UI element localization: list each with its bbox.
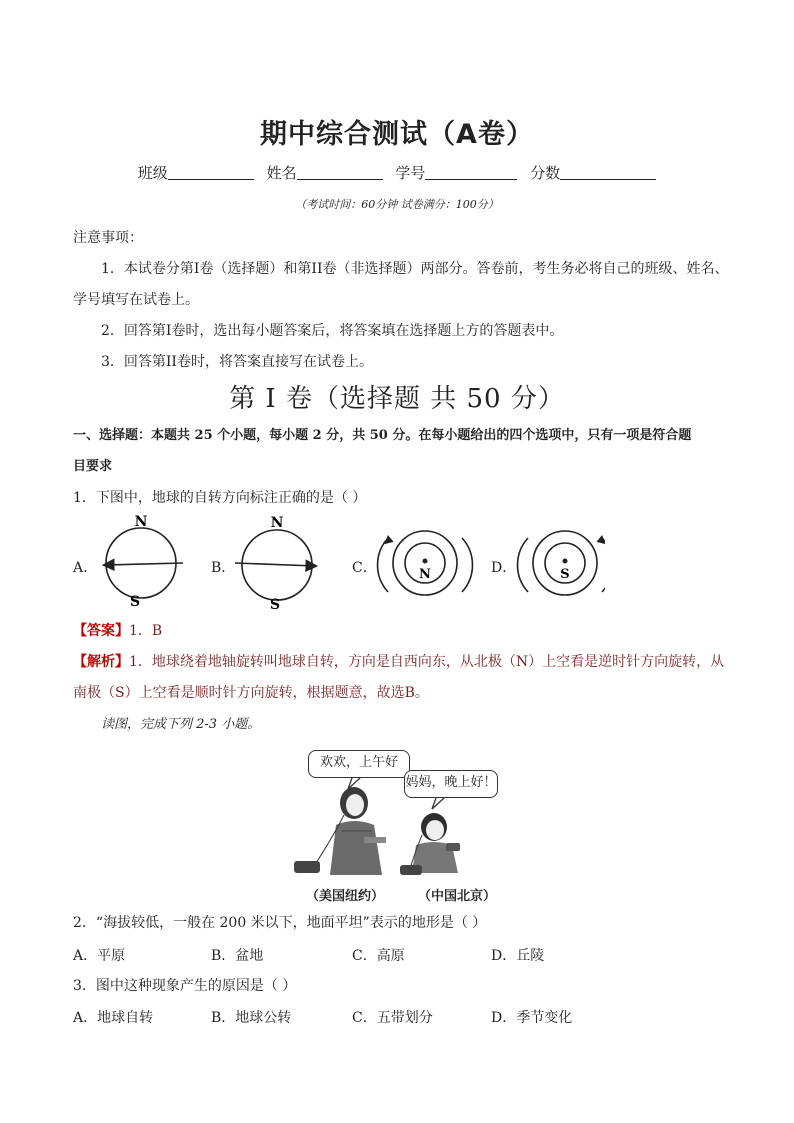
q3-option-d: D．季节变化 xyxy=(491,1010,573,1026)
field-class-blank xyxy=(168,165,254,180)
bubble-tail-right xyxy=(432,798,444,809)
people-illustration xyxy=(286,745,516,880)
q3-option-c: C．五带划分 xyxy=(352,1010,433,1026)
notice-item-3: 3．回答第II卷时，将答案直接写在试卷上。 xyxy=(101,354,373,370)
q1-stem: 1．下图中，地球的自转方向标注正确的是（ ） xyxy=(73,490,367,506)
pole-dot-d xyxy=(563,559,568,564)
q1-answer xyxy=(73,621,162,641)
rotation-arrow-a xyxy=(105,563,183,565)
rotation-arrow-b xyxy=(235,563,315,566)
q2-option-d: D．丘陵 xyxy=(491,948,545,964)
q1-option-d: D． xyxy=(491,560,517,576)
q2-option-b: B．盆地 xyxy=(211,948,264,964)
field-class-label: 班级 xyxy=(137,164,168,182)
student-info-line xyxy=(0,162,794,183)
q3-option-a: A．地球自转 xyxy=(73,1010,154,1026)
diagram-a xyxy=(105,514,183,610)
answer-tag: 【答案】 xyxy=(73,623,129,639)
girl-figure xyxy=(400,813,460,875)
diagram-b xyxy=(235,515,315,613)
q1-analysis-line-2: 南极（S）上空看是顺时针方向旋转，根据题意，故选B。 xyxy=(73,685,429,701)
field-name-label: 姓名 xyxy=(266,164,297,182)
section-instruction-1: 一、选择题：本题共 25 个小题，每小题 2 分，共 50 分。在每小题给出的四个选项中，只有一项是符合题 xyxy=(73,428,692,443)
arrowhead-d xyxy=(597,536,605,544)
analysis-text-1: 1．地球绕着地轴旋转叫地球自转，方向是自西向东，从北极（N）上空看是逆时针方向旋转，从 xyxy=(129,654,725,670)
diagram-d xyxy=(518,531,605,595)
q1-analysis-line-1 xyxy=(73,652,724,672)
speech-bubble-left: 欢欢，上午好 xyxy=(308,750,410,778)
arc-right-c xyxy=(462,538,472,592)
caption-beijing: （中国北京） xyxy=(418,889,497,904)
q3-option-b: B．地球公转 xyxy=(211,1010,292,1026)
arc-right-d xyxy=(602,538,605,592)
q1-option-b: B． xyxy=(211,560,236,576)
notice-item-1: 1．本试卷分第I卷（选择题）和第II卷（非选择题）两部分。答卷前，考生务必将自己的班级、姓名、 xyxy=(101,261,729,277)
read-figure-instruction: 读图，完成下列 2-3 小题。 xyxy=(101,717,261,732)
caption-new-york: （美国纽约） xyxy=(306,889,385,904)
pole-n-c: N xyxy=(419,567,431,582)
speech-bubble-right: 妈妈，晚上好！ xyxy=(404,770,498,798)
arrowhead-c xyxy=(385,536,393,544)
pole-dot-c xyxy=(423,559,428,564)
notice-item-2: 2．回答第I卷时，选出每小题答案后，将答案填在选择题上方的答题表中。 xyxy=(101,323,564,339)
woman-figure xyxy=(294,787,386,875)
pole-s-b: S xyxy=(269,597,281,613)
field-id-label: 学号 xyxy=(395,164,426,182)
q3-stem: 3．图中这种现象产生的原因是（ ） xyxy=(73,978,297,994)
page-title: 期中综合测试（A卷） xyxy=(260,119,534,150)
diagram-c xyxy=(378,531,473,595)
answer-text: 1．B xyxy=(129,623,163,639)
q2-option-a: A．平原 xyxy=(73,948,126,964)
pole-s-a: S xyxy=(129,594,141,610)
q2-option-c: C．高原 xyxy=(352,948,405,964)
pole-n-a: N xyxy=(134,514,148,530)
phone-call-figure xyxy=(286,745,516,905)
arc-left-c xyxy=(378,538,388,592)
pole-s-d: S xyxy=(560,567,570,582)
arc-left-d xyxy=(518,538,528,592)
field-score-blank xyxy=(560,165,656,180)
q1-option-a: A． xyxy=(73,560,98,576)
exam-time-info: （考试时间：60分钟 试卷满分：100分） xyxy=(295,198,499,211)
q1-diagrams xyxy=(95,510,605,615)
notice-heading: 注意事项： xyxy=(73,230,143,246)
q1-option-c: C． xyxy=(352,560,377,576)
section-title: 第 I 卷（选择题 共 50 分） xyxy=(229,384,565,414)
analysis-tag: 【解析】 xyxy=(73,654,129,670)
field-score-label: 分数 xyxy=(530,164,561,182)
q2-stem: 2．“海拔较低，一般在 200 米以下，地面平坦”表示的地形是（ ） xyxy=(73,915,487,931)
field-name-blank xyxy=(297,165,383,180)
section-instruction-2: 目要求 xyxy=(73,459,113,474)
notice-item-1-cont: 学号填写在试卷上。 xyxy=(73,292,199,308)
field-id-blank xyxy=(425,165,517,180)
pole-n-b: N xyxy=(270,515,284,531)
